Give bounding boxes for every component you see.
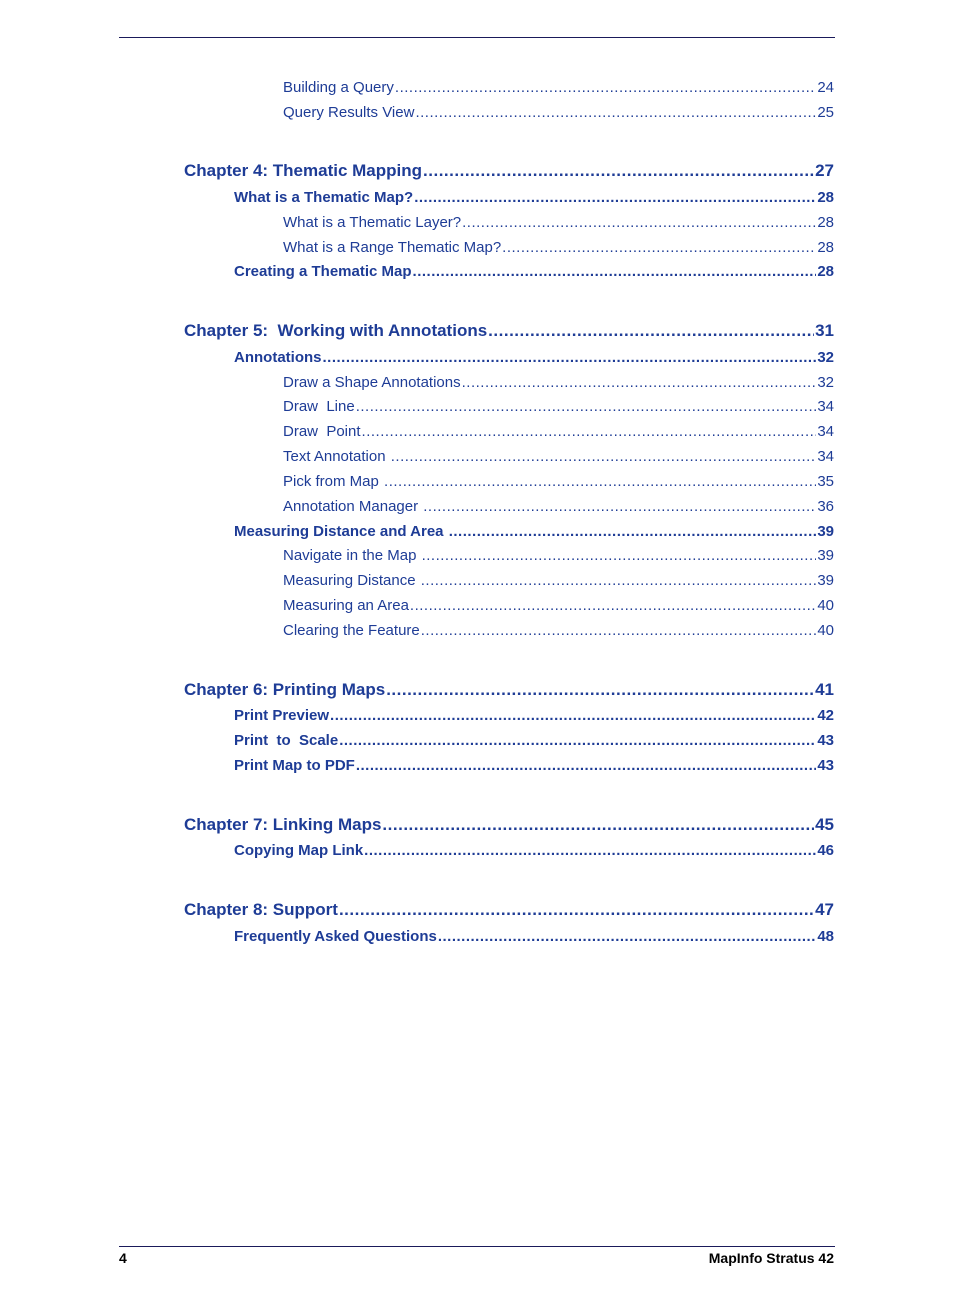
toc-entry-page-number: 35 [817, 473, 834, 490]
toc-leader-dots [462, 373, 817, 392]
toc-entry-subsection[interactable] [283, 472, 834, 491]
toc-leader-dots [502, 238, 816, 257]
toc-entry-page-number: 27 [815, 161, 834, 180]
toc-entry-title: Pick from Map [283, 473, 384, 490]
toc-entry-page-number: 24 [817, 79, 834, 96]
toc-entry-section[interactable] [234, 731, 834, 750]
toc-leader-dots [413, 262, 817, 281]
toc-entry-title: Copying Map Link [234, 842, 364, 859]
toc-entry-page-number: 42 [817, 707, 834, 724]
toc-entry-subsection[interactable] [283, 447, 834, 466]
toc-entry-title: Print Map to PDF [234, 757, 355, 774]
toc-entry-subsection[interactable] [283, 397, 834, 416]
toc-entry-page-number: 28 [817, 239, 834, 256]
toc-entry-page-number: 47 [815, 900, 834, 919]
toc-entry-subsection[interactable] [283, 238, 834, 257]
toc-leader-dots [423, 160, 814, 182]
toc-entry-title: Print Preview [234, 707, 330, 724]
footer-rule [119, 1246, 835, 1247]
toc-entry-page-number: 39 [817, 523, 834, 540]
toc-leader-dots [391, 447, 817, 466]
toc-leader-dots [421, 621, 817, 640]
toc-leader-dots [422, 546, 817, 565]
toc-entry-section[interactable] [234, 262, 834, 281]
footer-page-number: 4 [119, 1250, 127, 1266]
toc-entry-title: Text Annotation [283, 448, 390, 465]
toc-entry-subsection[interactable] [283, 422, 834, 441]
toc-entry-page-number: 48 [817, 928, 834, 945]
toc-entry-title: Chapter 4: Thematic Mapping [184, 161, 423, 180]
toc-entry-page-number: 40 [817, 597, 834, 614]
toc-entry-chapter[interactable] [184, 679, 834, 701]
toc-entry-section[interactable] [234, 522, 834, 541]
toc-leader-dots [395, 78, 816, 97]
toc-entry-page-number: 25 [817, 104, 834, 121]
toc-entry-title: Chapter 6: Printing Maps [184, 680, 386, 699]
toc-entry-title: Measuring Distance and Area [234, 523, 448, 540]
toc-entry-chapter[interactable] [184, 160, 834, 182]
toc-leader-dots [421, 571, 817, 590]
toc-entry-title: Navigate in the Map [283, 547, 421, 564]
toc-entry-subsection[interactable] [283, 78, 834, 97]
toc-entry-section[interactable] [234, 927, 834, 946]
toc-entry-page-number: 41 [815, 680, 834, 699]
toc-leader-dots [414, 188, 816, 207]
toc-entry-subsection[interactable] [283, 546, 834, 565]
toc-entry-page-number: 32 [817, 374, 834, 391]
toc-entry-page-number: 28 [817, 214, 834, 231]
toc-leader-dots [423, 497, 816, 516]
toc-entry-page-number: 28 [817, 263, 834, 280]
toc-entry-page-number: 28 [817, 189, 834, 206]
toc-entry-subsection[interactable] [283, 373, 834, 392]
toc-entry-chapter[interactable] [184, 814, 834, 836]
toc-leader-dots [462, 213, 816, 232]
toc-leader-dots [323, 348, 817, 367]
toc-entry-section[interactable] [234, 348, 834, 367]
toc-entry-title: Chapter 7: Linking Maps [184, 815, 382, 834]
toc-entry-title: What is a Thematic Map? [234, 189, 414, 206]
toc-leader-dots [438, 927, 816, 946]
toc-leader-dots [356, 756, 816, 775]
toc-entry-chapter[interactable] [184, 899, 834, 921]
toc-entry-title: Annotations [234, 349, 322, 366]
toc-entry-title: Draw Point [283, 423, 361, 440]
toc-entry-page-number: 40 [817, 622, 834, 639]
toc-leader-dots [356, 397, 817, 416]
toc-entry-page-number: 32 [817, 349, 834, 366]
toc-entry-page-number: 39 [817, 547, 834, 564]
toc-leader-dots [410, 596, 816, 615]
toc-entry-title: What is a Thematic Layer? [283, 214, 462, 231]
toc-entry-title: Chapter 5: Working with Annotations [184, 321, 488, 340]
toc-leader-dots [339, 899, 814, 921]
toc-entry-page-number: 46 [817, 842, 834, 859]
toc-entry-section[interactable] [234, 188, 834, 207]
toc-entry-title: Measuring Distance [283, 572, 420, 589]
toc-entry-page-number: 45 [815, 815, 834, 834]
toc-entry-section[interactable] [234, 756, 834, 775]
toc-entry-title: Annotation Manager [283, 498, 423, 515]
toc-leader-dots [415, 103, 816, 122]
toc-leader-dots [364, 841, 816, 860]
footer-document-title: MapInfo Stratus 42 [708, 1250, 834, 1266]
toc-entry-chapter[interactable] [184, 320, 834, 342]
toc-entry-subsection[interactable] [283, 103, 834, 122]
toc-entry-section[interactable] [234, 841, 834, 860]
toc-entry-page-number: 34 [817, 423, 834, 440]
toc-entry-title: Frequently Asked Questions [234, 928, 437, 945]
toc-leader-dots [362, 422, 817, 441]
header-rule [119, 37, 835, 38]
toc-entry-title: Query Results View [283, 104, 415, 121]
toc-leader-dots [339, 731, 816, 750]
toc-leader-dots [330, 706, 816, 725]
toc-entry-title: Creating a Thematic Map [234, 263, 412, 280]
toc-entry-page-number: 34 [817, 398, 834, 415]
toc-leader-dots [449, 522, 817, 541]
toc-entry-title: Measuring an Area [283, 597, 409, 614]
toc-entry-title: Chapter 8: Support [184, 900, 338, 919]
toc-leader-dots [384, 472, 816, 491]
toc-entry-page-number: 34 [817, 448, 834, 465]
toc-entry-subsection[interactable] [283, 596, 834, 615]
toc-entry-section[interactable] [234, 706, 834, 725]
toc-leader-dots [488, 320, 814, 342]
toc-entry-page-number: 43 [817, 757, 834, 774]
toc-entry-title: Building a Query [283, 79, 394, 96]
toc-entry-subsection[interactable] [283, 621, 834, 640]
toc-leader-dots [382, 814, 814, 836]
toc-entry-page-number: 43 [817, 732, 834, 749]
toc-leader-dots [386, 679, 814, 701]
toc-entry-subsection[interactable] [283, 497, 834, 516]
toc-entry-subsection[interactable] [283, 571, 834, 590]
toc-entry-title: Print to Scale [234, 732, 339, 749]
toc-entry-title: Clearing the Feature [283, 622, 420, 639]
toc-entry-page-number: 36 [817, 498, 834, 515]
toc-entry-title: Draw Line [283, 398, 355, 415]
toc-entry-page-number: 31 [815, 321, 834, 340]
toc-entry-title: Draw a Shape Annotations [283, 374, 461, 391]
toc-entry-title: What is a Range Thematic Map? [283, 239, 502, 256]
toc-entry-page-number: 39 [817, 572, 834, 589]
toc-entry-subsection[interactable] [283, 213, 834, 232]
